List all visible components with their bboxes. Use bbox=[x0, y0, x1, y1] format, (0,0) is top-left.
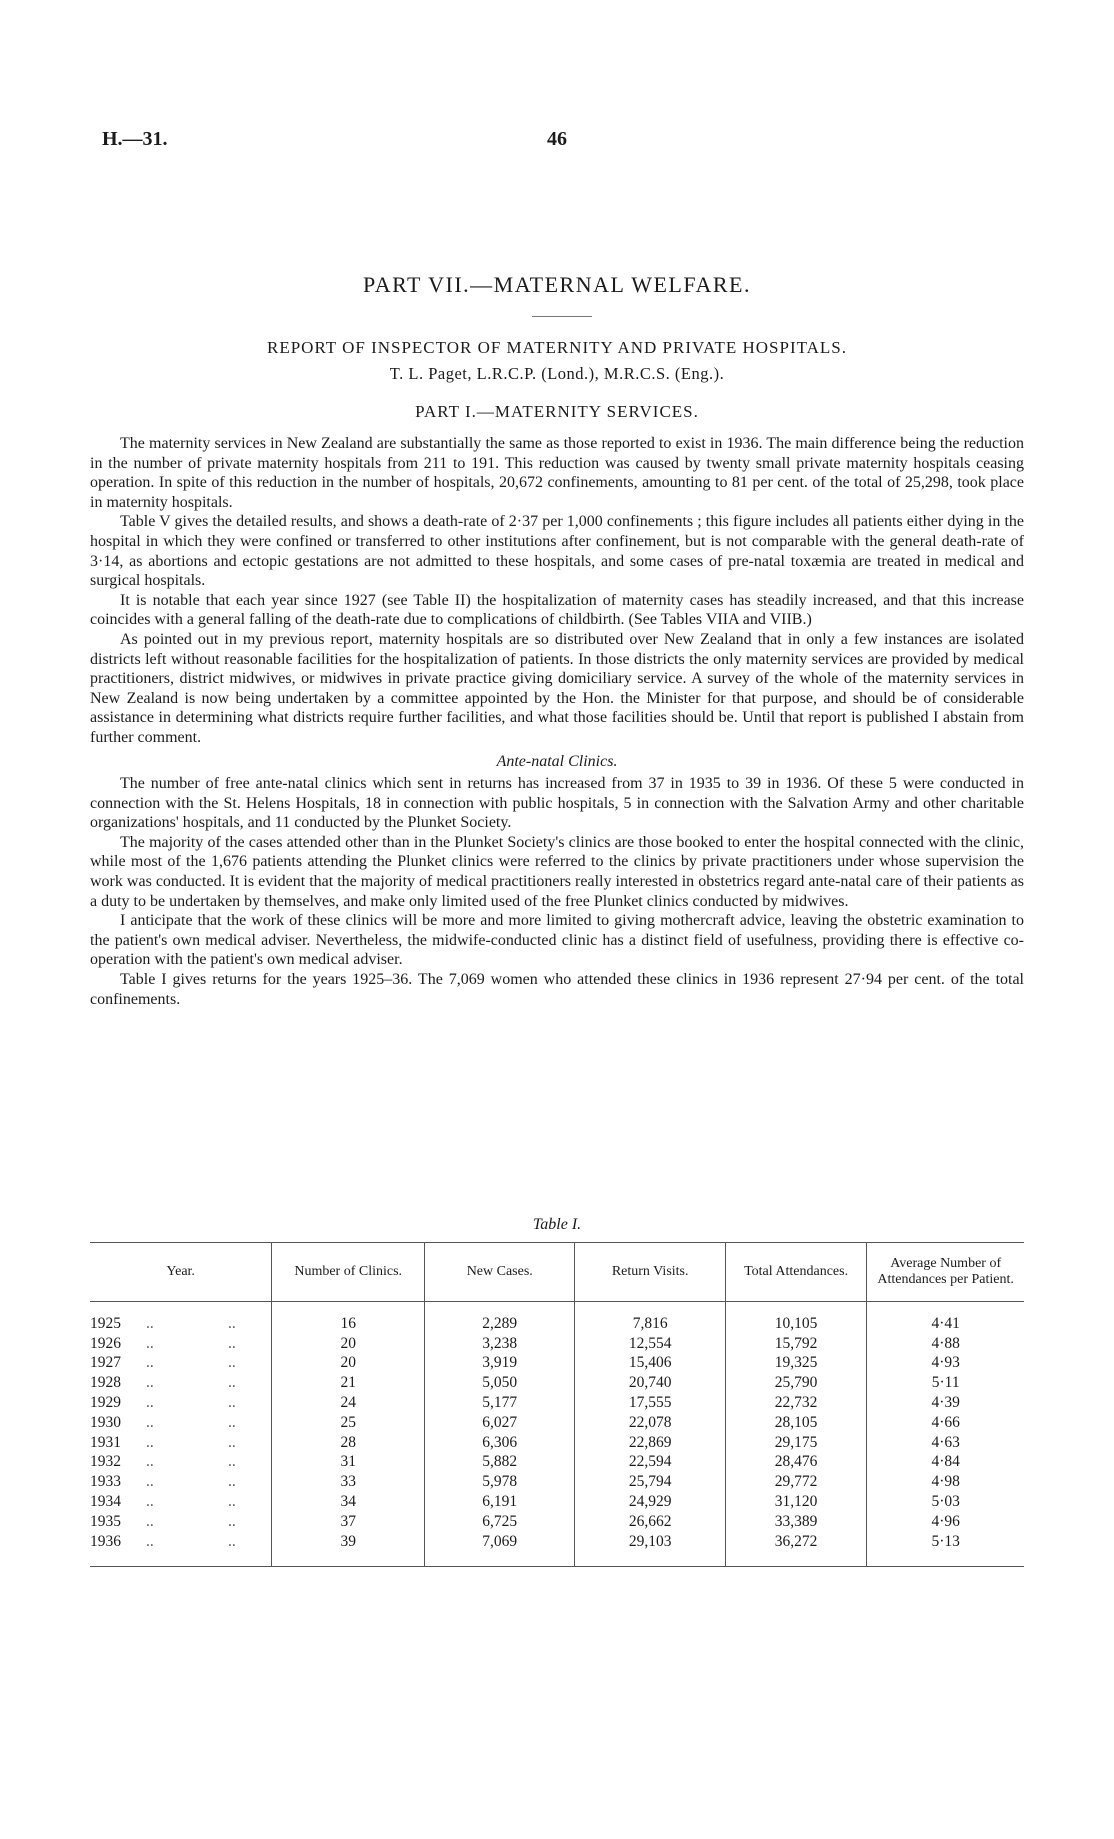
average-attendances-cell: 5·13 bbox=[867, 1532, 1024, 1552]
table-row bbox=[90, 1532, 1024, 1552]
column-header-clinics: Number of Clinics. bbox=[272, 1243, 425, 1302]
leader-dots: .. bbox=[228, 1453, 236, 1471]
table-row bbox=[90, 1393, 1024, 1413]
leader-dots: .. bbox=[146, 1453, 154, 1471]
section-title: PART I.—MATERNITY SERVICES. bbox=[415, 402, 699, 421]
page-number: 46 bbox=[547, 128, 567, 150]
year-value: 1933 bbox=[90, 1473, 121, 1491]
year-cell bbox=[90, 1472, 272, 1492]
table-row bbox=[90, 1492, 1024, 1512]
year-value: 1934 bbox=[90, 1493, 121, 1511]
leader-dots: .. bbox=[146, 1512, 154, 1530]
leader-dots: .. bbox=[228, 1493, 236, 1511]
year-value: 1928 bbox=[90, 1374, 121, 1392]
clinics-cell: 20 bbox=[272, 1354, 425, 1374]
clinics-cell: 25 bbox=[272, 1413, 425, 1433]
new-cases-cell: 2,289 bbox=[425, 1314, 575, 1334]
average-attendances-cell: 4·41 bbox=[867, 1314, 1024, 1334]
clinics-cell: 37 bbox=[272, 1512, 425, 1532]
year-value: 1927 bbox=[90, 1354, 121, 1372]
average-attendances-cell: 4·93 bbox=[867, 1354, 1024, 1374]
table-row bbox=[90, 1512, 1024, 1532]
total-attendances-cell: 28,105 bbox=[725, 1413, 866, 1433]
average-attendances-cell: 4·66 bbox=[867, 1413, 1024, 1433]
year-value: 1932 bbox=[90, 1453, 121, 1471]
year-cell bbox=[90, 1413, 272, 1433]
paragraph: I anticipate that the work of these clinics will be more and more limited to giving mothercraft advice, leaving the obstetric examination to the patient's own medical adviser. Nevertheless, the midwife-conducted clinic has a distinct field of usefulness, providing there is effective co-operation with the patient's own medical adviser. bbox=[90, 912, 1024, 969]
return-visits-cell: 20,740 bbox=[575, 1373, 725, 1393]
table-row bbox=[90, 1453, 1024, 1473]
clinics-cell: 21 bbox=[272, 1373, 425, 1393]
paragraph: It is notable that each year since 1927 (see Table II) the hospitalization of maternity cases has steadily increased, and that this increase coincides with a general falling of the death-rate due to complications of childbirth. (See Tables VIIA and VIIB.) bbox=[90, 591, 1024, 629]
total-attendances-cell: 19,325 bbox=[725, 1354, 866, 1374]
clinics-cell: 24 bbox=[272, 1393, 425, 1413]
table-row bbox=[90, 1433, 1024, 1453]
table-header-row bbox=[90, 1243, 1024, 1302]
author-line: T. L. Paget, L.R.C.P. (Lond.), M.R.C.S. (Eng.). bbox=[389, 364, 725, 383]
table-row bbox=[90, 1314, 1024, 1334]
return-visits-cell: 26,662 bbox=[575, 1512, 725, 1532]
clinics-cell: 39 bbox=[272, 1532, 425, 1552]
average-attendances-cell: 4·96 bbox=[867, 1512, 1024, 1532]
table-row bbox=[90, 1373, 1024, 1393]
average-attendances-cell: 4·98 bbox=[867, 1472, 1024, 1492]
average-attendances-cell: 4·63 bbox=[867, 1433, 1024, 1453]
part-title: PART VII.—MATERNAL WELFARE. bbox=[363, 272, 751, 297]
paragraph: The majority of the cases attended other than in the Plunket Society's clinics are those booked to enter the hospital connected with the clinic, while most of the 1,676 patients attending the Plunket clinics were referred to the clinics by private practitioners under whose supervision the work was conducted. It is evident that the majority of medical practitioners really interested in obstetrics regard ante-natal care of their patients as a duty to be undertaken by themselves, and make only limited used of the free Plunket clinics conducted by midwives. bbox=[90, 833, 1024, 910]
total-attendances-cell: 33,389 bbox=[725, 1512, 866, 1532]
leader-dots: .. bbox=[228, 1473, 236, 1491]
paragraph: Table I gives returns for the years 1925–36. The 7,069 women who attended these clinics in 1936 represent 27·94 per cent. of the total confinements. bbox=[90, 971, 1024, 1008]
new-cases-cell: 5,050 bbox=[425, 1373, 575, 1393]
paragraph: The number of free ante-natal clinics which sent in returns has increased from 37 in 1935 to 39 in 1936. Of these 5 were conducted in connection with the St. Helens Hospitals, 18 in connection with public hospitals, 5 in connection with the Salvation Army and other charitable organizations' hospitals, and 11 conducted by the Plunket Society. bbox=[90, 775, 1024, 832]
total-attendances-cell: 28,476 bbox=[725, 1453, 866, 1473]
year-cell bbox=[90, 1334, 272, 1354]
column-header-return-visits: Return Visits. bbox=[575, 1243, 725, 1302]
new-cases-cell: 7,069 bbox=[425, 1532, 575, 1552]
subheading-ante-natal-clinics: Ante-natal Clinics. bbox=[496, 752, 618, 770]
clinics-cell: 16 bbox=[272, 1314, 425, 1334]
year-value: 1930 bbox=[90, 1413, 121, 1431]
year-cell bbox=[90, 1453, 272, 1473]
total-attendances-cell: 29,175 bbox=[725, 1433, 866, 1453]
column-header-year: Year. bbox=[90, 1243, 272, 1302]
new-cases-cell: 6,725 bbox=[425, 1512, 575, 1532]
leader-dots: .. bbox=[146, 1394, 154, 1412]
new-cases-cell: 6,027 bbox=[425, 1413, 575, 1433]
year-cell bbox=[90, 1354, 272, 1374]
new-cases-cell: 5,177 bbox=[425, 1393, 575, 1413]
year-cell bbox=[90, 1532, 272, 1552]
paragraph: Table V gives the detailed results, and shows a death-rate of 2·37 per 1,000 confinements ; this figure includes all patients either dying in the hospital in which they were confined or transferred to other institutions after confinement, but is not comparable with the general death-rate of 3·14, as abortions and ectopic gestations are not admitted to these hospitals, and some cases of pre-natal toxæmia are treated in medical and surgical hospitals. bbox=[90, 513, 1024, 590]
year-cell bbox=[90, 1314, 272, 1334]
table-tail-row bbox=[90, 1552, 1024, 1567]
year-cell bbox=[90, 1512, 272, 1532]
total-attendances-cell: 25,790 bbox=[725, 1373, 866, 1393]
leader-dots: .. bbox=[228, 1314, 236, 1332]
table-row bbox=[90, 1354, 1024, 1374]
return-visits-cell: 22,078 bbox=[575, 1413, 725, 1433]
return-visits-cell: 24,929 bbox=[575, 1492, 725, 1512]
return-visits-cell: 15,406 bbox=[575, 1354, 725, 1374]
average-attendances-cell: 5·03 bbox=[867, 1492, 1024, 1512]
average-attendances-cell: 4·39 bbox=[867, 1393, 1024, 1413]
total-attendances-cell: 31,120 bbox=[725, 1492, 866, 1512]
year-cell bbox=[90, 1373, 272, 1393]
leader-dots: .. bbox=[146, 1314, 154, 1332]
leader-dots: .. bbox=[228, 1354, 236, 1372]
average-attendances-cell: 5·11 bbox=[867, 1373, 1024, 1393]
return-visits-cell: 25,794 bbox=[575, 1472, 725, 1492]
average-attendances-cell: 4·88 bbox=[867, 1334, 1024, 1354]
leader-dots: .. bbox=[146, 1473, 154, 1491]
year-value: 1935 bbox=[90, 1512, 121, 1530]
leader-dots: .. bbox=[228, 1532, 236, 1550]
leader-dots: .. bbox=[146, 1413, 154, 1431]
clinic-returns-table bbox=[90, 1242, 1024, 1567]
leader-dots: .. bbox=[228, 1433, 236, 1451]
year-value: 1931 bbox=[90, 1433, 121, 1451]
clinics-cell: 33 bbox=[272, 1472, 425, 1492]
year-value: 1929 bbox=[90, 1394, 121, 1412]
leader-dots: .. bbox=[146, 1374, 154, 1392]
return-visits-cell: 7,816 bbox=[575, 1314, 725, 1334]
total-attendances-cell: 36,272 bbox=[725, 1532, 866, 1552]
leader-dots: .. bbox=[228, 1512, 236, 1530]
new-cases-cell: 3,238 bbox=[425, 1334, 575, 1354]
table-body bbox=[90, 1302, 1024, 1567]
table-row bbox=[90, 1334, 1024, 1354]
report-title: REPORT OF INSPECTOR OF MATERNITY AND PRIVATE HOSPITALS. bbox=[266, 338, 848, 357]
year-cell bbox=[90, 1393, 272, 1413]
new-cases-cell: 6,191 bbox=[425, 1492, 575, 1512]
return-visits-cell: 12,554 bbox=[575, 1334, 725, 1354]
table-row bbox=[90, 1413, 1024, 1433]
document-reference: H.—31. bbox=[102, 128, 168, 150]
total-attendances-cell: 29,772 bbox=[725, 1472, 866, 1492]
leader-dots: .. bbox=[228, 1334, 236, 1352]
clinics-cell: 31 bbox=[272, 1453, 425, 1473]
leader-dots: .. bbox=[228, 1374, 236, 1392]
new-cases-cell: 5,978 bbox=[425, 1472, 575, 1492]
body-text bbox=[90, 434, 1024, 1009]
return-visits-cell: 22,869 bbox=[575, 1433, 725, 1453]
return-visits-cell: 17,555 bbox=[575, 1393, 725, 1413]
table-row bbox=[90, 1472, 1024, 1492]
table-caption: Table I. bbox=[532, 1216, 582, 1233]
leader-dots: .. bbox=[146, 1334, 154, 1352]
new-cases-cell: 6,306 bbox=[425, 1433, 575, 1453]
leader-dots: .. bbox=[146, 1354, 154, 1372]
paragraph: The maternity services in New Zealand are substantially the same as those reported to exist in 1936. The main difference being the reduction in the number of private maternity hospitals from 211 to 191. This reduction was caused by twenty small private maternity hospitals ceasing operation. In spite of this reduction in the number of hospitals, 20,672 confinements, amounting to 81 per cent. of the total of 25,298, took place in maternity hospitals. bbox=[90, 435, 1024, 511]
paragraph: As pointed out in my previous report, maternity hospitals are so distributed over New Zealand that in only a few instances are isolated districts left without reasonable facilities for the hospitalization of patients. In those districts the only maternity services are provided by medical practitioners, district midwives, or midwives in private practice giving domiciliary service. A survey of the whole of the maternity services in New Zealand is now being undertaken by a committee appointed by the Hon. the Minister for that purpose, and should be of considerable assistance in determining what districts require further facilities, and what those facilities should be. Until that report is published I abstain from further comment. bbox=[90, 630, 1024, 746]
clinics-cell: 28 bbox=[272, 1433, 425, 1453]
column-header-average-attendances: Average Number of Attendances per Patient. bbox=[867, 1243, 1024, 1302]
column-header-total-attendances: Total Attendances. bbox=[725, 1243, 866, 1302]
return-visits-cell: 29,103 bbox=[575, 1532, 725, 1552]
clinics-cell: 20 bbox=[272, 1334, 425, 1354]
total-attendances-cell: 15,792 bbox=[725, 1334, 866, 1354]
total-attendances-cell: 22,732 bbox=[725, 1393, 866, 1413]
leader-dots: .. bbox=[146, 1532, 154, 1550]
table-spacer-row bbox=[90, 1302, 1024, 1315]
year-value: 1925 bbox=[90, 1314, 121, 1332]
page-header bbox=[0, 128, 1114, 158]
average-attendances-cell: 4·84 bbox=[867, 1453, 1024, 1473]
leader-dots: .. bbox=[228, 1413, 236, 1431]
new-cases-cell: 5,882 bbox=[425, 1453, 575, 1473]
return-visits-cell: 22,594 bbox=[575, 1453, 725, 1473]
leader-dots: .. bbox=[146, 1433, 154, 1451]
year-value: 1926 bbox=[90, 1334, 121, 1352]
year-cell bbox=[90, 1433, 272, 1453]
column-header-new-cases: New Cases. bbox=[425, 1243, 575, 1302]
year-value: 1936 bbox=[90, 1532, 121, 1550]
leader-dots: .. bbox=[146, 1493, 154, 1511]
new-cases-cell: 3,919 bbox=[425, 1354, 575, 1374]
clinics-cell: 34 bbox=[272, 1492, 425, 1512]
total-attendances-cell: 10,105 bbox=[725, 1314, 866, 1334]
leader-dots: .. bbox=[228, 1394, 236, 1412]
title-divider bbox=[532, 316, 592, 317]
year-cell bbox=[90, 1492, 272, 1512]
